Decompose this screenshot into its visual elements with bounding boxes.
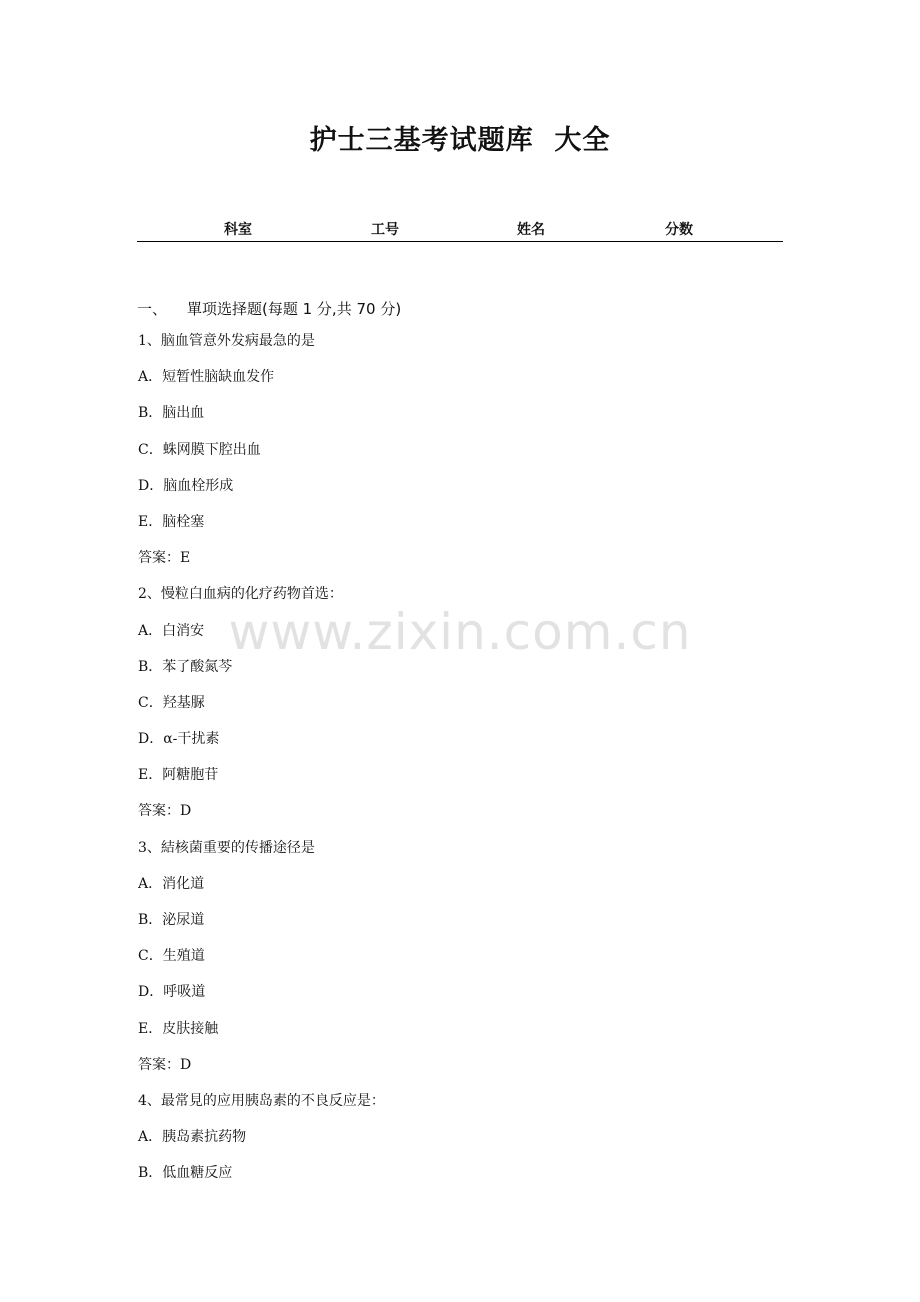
option-b: B．脑出血 <box>138 405 205 422</box>
question-stem: 3、結核菌重要的传播途径是 <box>138 839 315 856</box>
option-a: A．消化道 <box>138 875 205 892</box>
option-c: C．生殖道 <box>138 948 205 965</box>
answer: 答案：D <box>138 803 192 820</box>
option-a: A．白消安 <box>138 622 205 639</box>
option-c: C．蛛网膜下腔出血 <box>138 441 261 458</box>
section-number: 一、 <box>137 300 168 318</box>
watermark: www.zixin.com.cn <box>228 603 692 661</box>
department-label: 科室 <box>224 222 252 238</box>
score-label: 分数 <box>665 222 693 238</box>
question-stem: 1、脑血管意外发病最急的是 <box>138 333 315 349</box>
option-d: D．α-干扰素 <box>138 731 220 748</box>
question-stem: 2、慢粒白血病的化疗药物首选： <box>138 586 343 603</box>
answer: 答案：E <box>138 550 191 567</box>
question-block <box>138 837 778 1090</box>
section-title: 單项选择题(每题 1 分,共 70 分) <box>187 300 402 318</box>
option-a: A．胰岛素抗药物 <box>138 1129 247 1146</box>
answer: 答案：D <box>138 1056 192 1073</box>
option-d: D．呼吸道 <box>138 984 206 1001</box>
option-d: D．脑血栓形成 <box>138 477 234 494</box>
info-fields-row <box>137 216 783 242</box>
section-heading <box>137 298 401 319</box>
option-a: A．短暂性脑缺血发作 <box>138 369 275 386</box>
option-e: E．阿糖胞苷 <box>138 767 219 784</box>
question-block <box>138 330 778 583</box>
name-label: 姓名 <box>517 222 545 238</box>
employee-id-label: 工号 <box>371 222 399 238</box>
question-block <box>138 1090 778 1199</box>
document-title: 护士三基考试题库 大全 <box>309 125 611 156</box>
option-e: E．皮肤接触 <box>138 1020 219 1037</box>
option-b: B．泌尿道 <box>138 912 205 928</box>
question-list <box>138 330 778 1199</box>
option-b: B．苯了酸氮芩 <box>138 658 233 675</box>
option-c: C．羟基脲 <box>138 694 205 711</box>
question-stem: 4、最常見的应用胰岛素的不良反应是： <box>138 1092 385 1109</box>
option-b: B．低血糖反应 <box>138 1165 233 1182</box>
option-e: E．脑栓塞 <box>138 513 205 530</box>
